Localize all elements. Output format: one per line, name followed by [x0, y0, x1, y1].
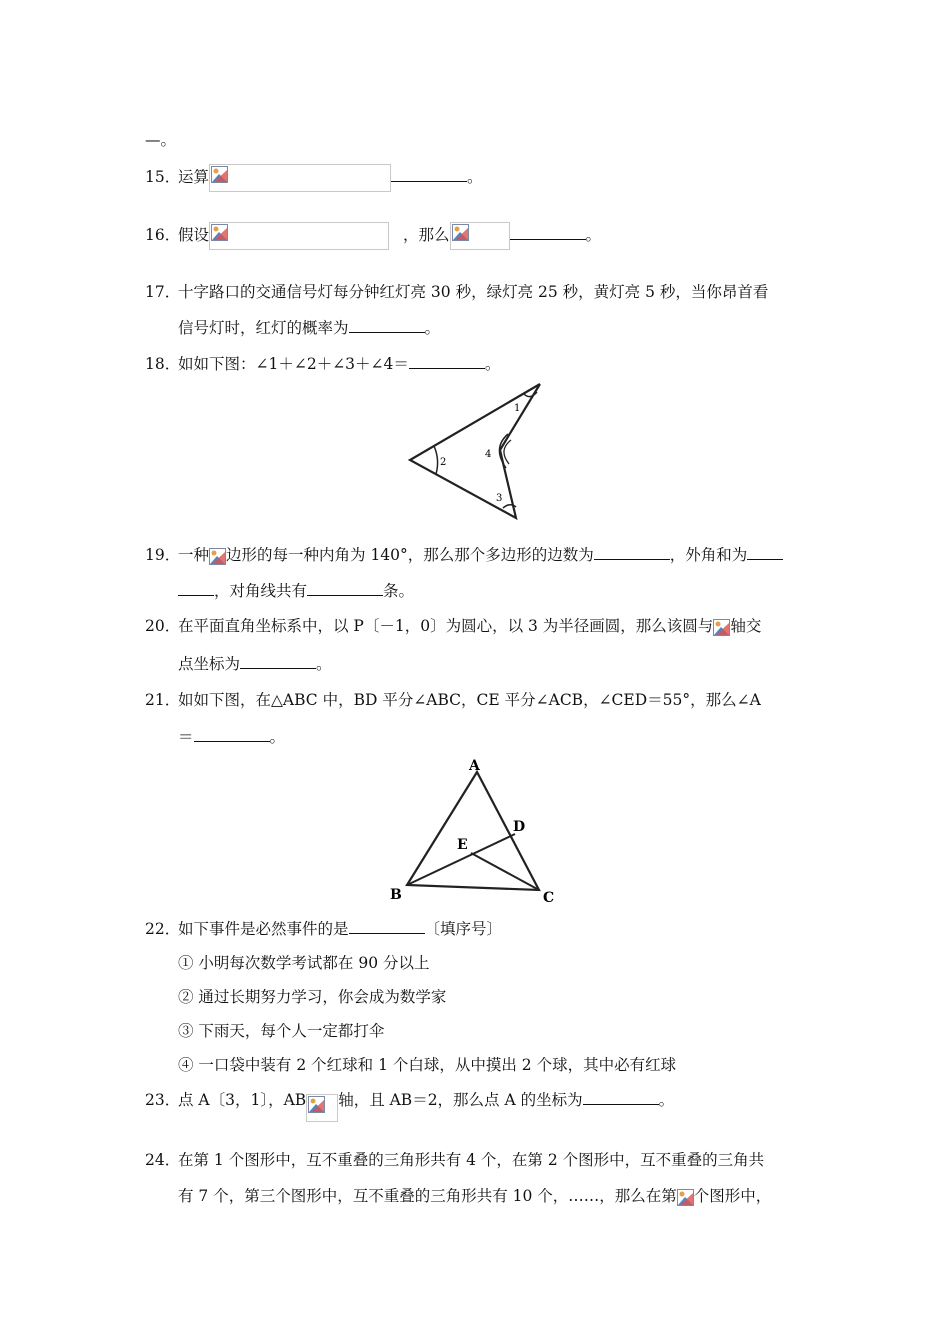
broken-image-icon: [452, 224, 469, 241]
question-text: ，外角和为: [669, 546, 748, 564]
question-17: [145, 280, 768, 302]
question-17-line-2: [178, 316, 440, 338]
punctuation: 。: [658, 1091, 675, 1109]
question-text: ＝: [178, 728, 194, 746]
formula-image: [450, 222, 510, 250]
angle-label-4: 4: [485, 449, 492, 460]
answer-blank[interactable]: [307, 581, 383, 596]
question-text: 如如下图：∠1＋∠2＋∠3＋∠4＝: [178, 355, 409, 373]
option-1: ① 小明每次数学考试都在 90 分以上: [178, 954, 430, 972]
question-text: 在第 1 个图形中，互不重叠的三角形共有 4 个，在第 2 个图形中，互不重叠的三角共: [178, 1151, 765, 1169]
option-4: ④ 一口袋中装有 2 个红球和 1 个白球，从中摸出 2 个球，其中必有红球: [178, 1056, 677, 1074]
question-number: 15．: [145, 168, 181, 186]
punctuation: 。: [585, 226, 602, 244]
punctuation: 。: [316, 655, 332, 673]
answer-blank[interactable]: [747, 545, 783, 560]
question-number: 18．: [145, 355, 181, 373]
top-fragment: —。: [145, 131, 177, 149]
answer-blank[interactable]: [349, 318, 425, 333]
point-label-e: E: [457, 837, 468, 853]
question-number: 24．: [145, 1151, 181, 1169]
question-text: 点 A〔3，1〕，AB: [178, 1091, 307, 1109]
question-text: 如如下图，在△ABC 中，BD 平分∠ABC，CE 平分∠ACB，∠CED＝55°，那么∠A: [178, 691, 761, 709]
option-3: ③ 下雨天，每个人一定都打伞: [178, 1022, 385, 1040]
question-text: 〔填序号〕: [424, 920, 503, 938]
answer-blank[interactable]: [583, 1090, 659, 1105]
question-text: ，对角线共有: [214, 582, 308, 600]
question-text: 条。: [383, 582, 415, 600]
question-text: 信号灯时，红灯的概率为: [178, 319, 349, 337]
angle-label-3: 3: [496, 493, 503, 504]
question-24: [145, 1148, 764, 1170]
broken-image-icon: [211, 224, 228, 241]
answer-blank[interactable]: [240, 654, 316, 669]
angle-label-1: 1: [514, 403, 521, 414]
broken-image-icon: [677, 1189, 694, 1206]
question-19-line-2: [178, 579, 414, 601]
question-text: 运算: [178, 168, 210, 186]
answer-blank-continued[interactable]: [178, 581, 214, 596]
question-15: [145, 164, 483, 192]
question-text: 假设: [178, 226, 210, 244]
angle-label-2: 2: [440, 457, 447, 468]
question-text: 十字路口的交通信号灯每分钟红灯亮 30 秒，绿灯亮 25 秒，黄灯亮 5 秒，当你昂首看: [178, 283, 769, 301]
answer-blank[interactable]: [391, 167, 467, 182]
answer-blank[interactable]: [349, 919, 425, 934]
quadrilateral-figure: [400, 378, 550, 523]
vertex-label-c: C: [543, 890, 555, 906]
punctuation: 。: [424, 319, 441, 337]
question-20-line-2: [178, 652, 332, 674]
question-number: 16．: [145, 226, 181, 244]
question-number: 20．: [145, 617, 181, 635]
question-20: [145, 614, 761, 636]
question-text: 如下事件是必然事件的是: [178, 920, 349, 938]
broken-image-icon: [211, 166, 228, 183]
question-number: 22．: [145, 920, 181, 938]
question-number: 23．: [145, 1091, 181, 1109]
question-text: 边形的每一种内角为 140°，那么那个多边形的边数为: [226, 546, 594, 564]
question-number: 17．: [145, 283, 181, 301]
question-18: [145, 352, 500, 374]
answer-blank[interactable]: [510, 225, 586, 240]
punctuation: 。: [467, 168, 483, 186]
angle-2-arc: [434, 446, 438, 474]
question-number: 19．: [145, 546, 181, 564]
formula-image: [209, 164, 391, 192]
figure-outline: [410, 384, 540, 518]
punctuation: 。: [484, 355, 501, 373]
point-label-d: D: [513, 819, 526, 835]
punctuation: 。: [269, 728, 286, 746]
question-text: 有 7 个，第三个图形中，互不重叠的三角形共有 10 个，……，那么在第: [178, 1187, 677, 1205]
option-2: ② 通过长期努力学习，你会成为数学家: [178, 988, 447, 1006]
answer-blank[interactable]: [194, 727, 270, 742]
question-21-line-2: [178, 725, 285, 747]
question-text: 轴，且 AB＝2，那么点 A 的坐标为: [338, 1091, 583, 1109]
answer-blank[interactable]: [409, 354, 485, 369]
question-21: [145, 688, 761, 710]
formula-image: [306, 1094, 338, 1122]
question-23: [145, 1088, 674, 1122]
answer-blank[interactable]: [594, 545, 670, 560]
formula-image: [209, 222, 389, 250]
question-number: 21．: [145, 691, 181, 709]
question-24-line-2: [178, 1184, 771, 1206]
broken-image-icon: [209, 548, 226, 565]
question-16: [145, 222, 601, 250]
question-text-mid: ，那么: [403, 226, 450, 244]
broken-image-icon: [308, 1096, 325, 1113]
question-text: 个图形中，: [693, 1187, 772, 1205]
question-22: [145, 917, 502, 939]
question-text: 一种: [178, 546, 210, 564]
question-text: 轴交: [730, 617, 762, 635]
question-text: 在平面直角坐标系中，以 P〔－1，0〕为圆心，以 3 为半径画圆，那么该圆与: [178, 617, 714, 635]
broken-image-icon: [713, 619, 730, 636]
question-19: [145, 543, 783, 565]
triangle-abc-figure: [385, 752, 565, 907]
vertex-label-b: B: [390, 887, 402, 903]
question-text: 点坐标为: [178, 655, 241, 673]
vertex-label-a: A: [469, 758, 480, 774]
